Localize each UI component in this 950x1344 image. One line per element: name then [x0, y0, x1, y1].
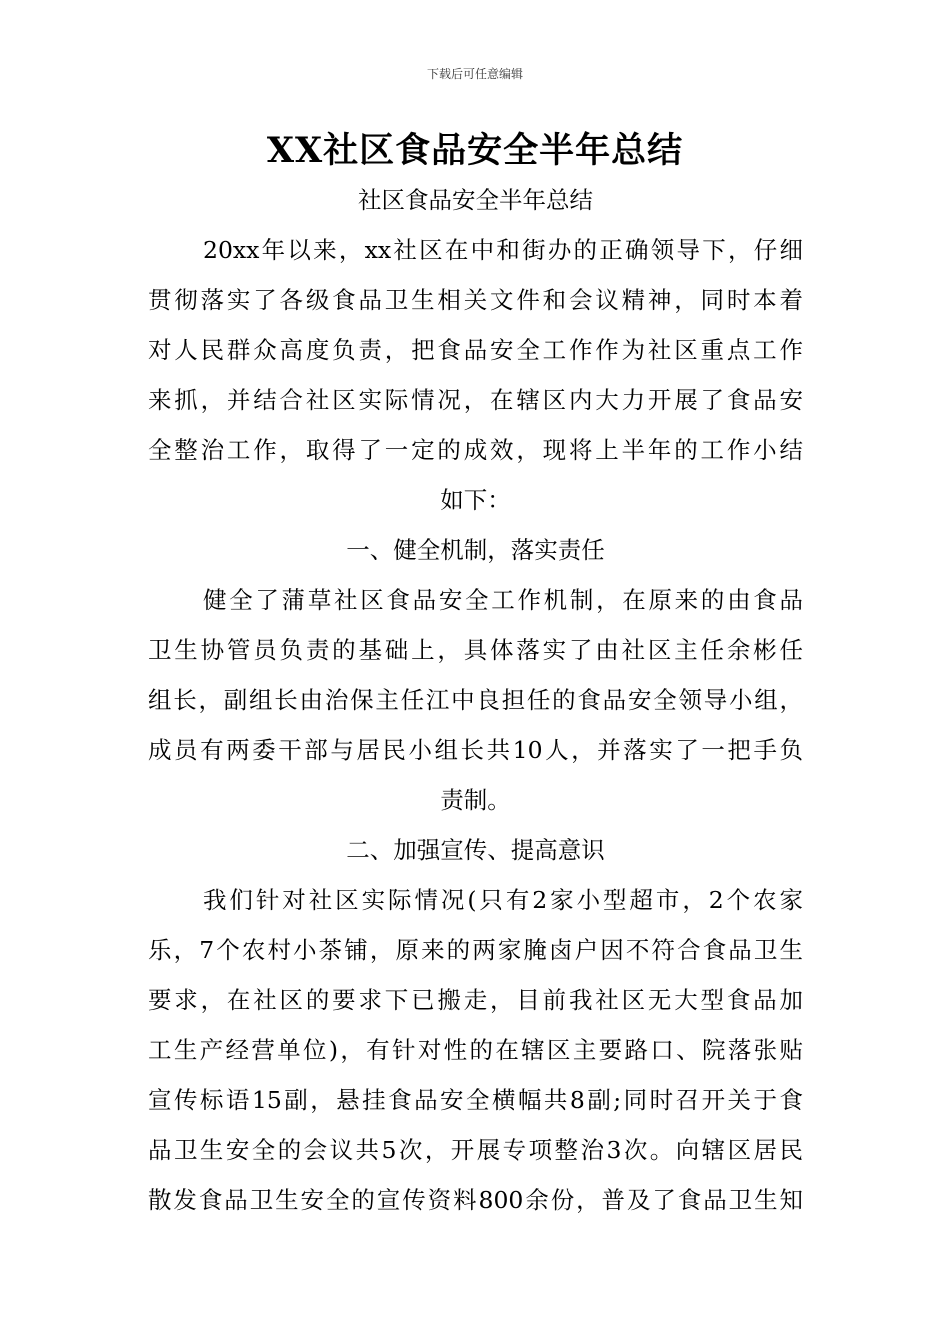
text-line: 散发食品卫生安全的宣传资料800余份，普及了食品卫生知: [148, 1186, 803, 1214]
text-line: 宣传标语15副，悬挂食品安全横幅共8副;同时召开关于食: [148, 1086, 803, 1114]
text-line: 一、健全机制，落实责任: [346, 536, 605, 564]
text-line: 健全了蒲草社区食品安全工作机制，在原来的由食品: [203, 586, 803, 614]
text-line: 对人民群众高度负责，把食品安全工作作为社区重点工作: [148, 336, 803, 364]
text-line: 如下：: [440, 486, 511, 514]
text-line: 工生产经营单位)，有针对性的在辖区主要路口、院落张贴: [148, 1036, 803, 1064]
text-line: 二、加强宣传、提高意识: [346, 836, 605, 864]
text-line: 全整治工作，取得了一定的成效，现将上半年的工作小结: [148, 436, 803, 464]
document-title: XX社区食品安全半年总结: [266, 130, 684, 171]
text-line: 组长，副组长由治保主任江中良担任的食品安全领导小组，: [148, 686, 803, 714]
header-note: 下载后可任意编辑: [426, 67, 523, 81]
text-line: 20xx年以来，xx社区在中和街办的正确领导下，仔细: [203, 236, 803, 264]
text-line: 卫生协管员负责的基础上，具体落实了由社区主任余彬任: [148, 636, 803, 664]
text-line: 乐，7个农村小茶铺，原来的两家腌卤户因不符合食品卫生: [148, 936, 803, 964]
text-line: 来抓，并结合社区实际情况，在辖区内大力开展了食品安: [148, 386, 803, 414]
text-line: 品卫生安全的会议共5次，开展专项整治3次。向辖区居民: [148, 1136, 803, 1164]
text-line: 社区食品安全半年总结: [358, 186, 593, 214]
document-body: [148, 175, 803, 1225]
text-line: 贯彻落实了各级食品卫生相关文件和会议精神，同时本着: [148, 286, 803, 314]
text-line: 要求，在社区的要求下已搬走，目前我社区无大型食品加: [148, 986, 803, 1014]
text-line: 成员有两委干部与居民小组长共10人，并落实了一把手负: [148, 736, 803, 764]
text-line: 我们针对社区实际情况(只有2家小型超市，2个农家: [203, 886, 803, 914]
text-line: 责制。: [440, 786, 511, 814]
